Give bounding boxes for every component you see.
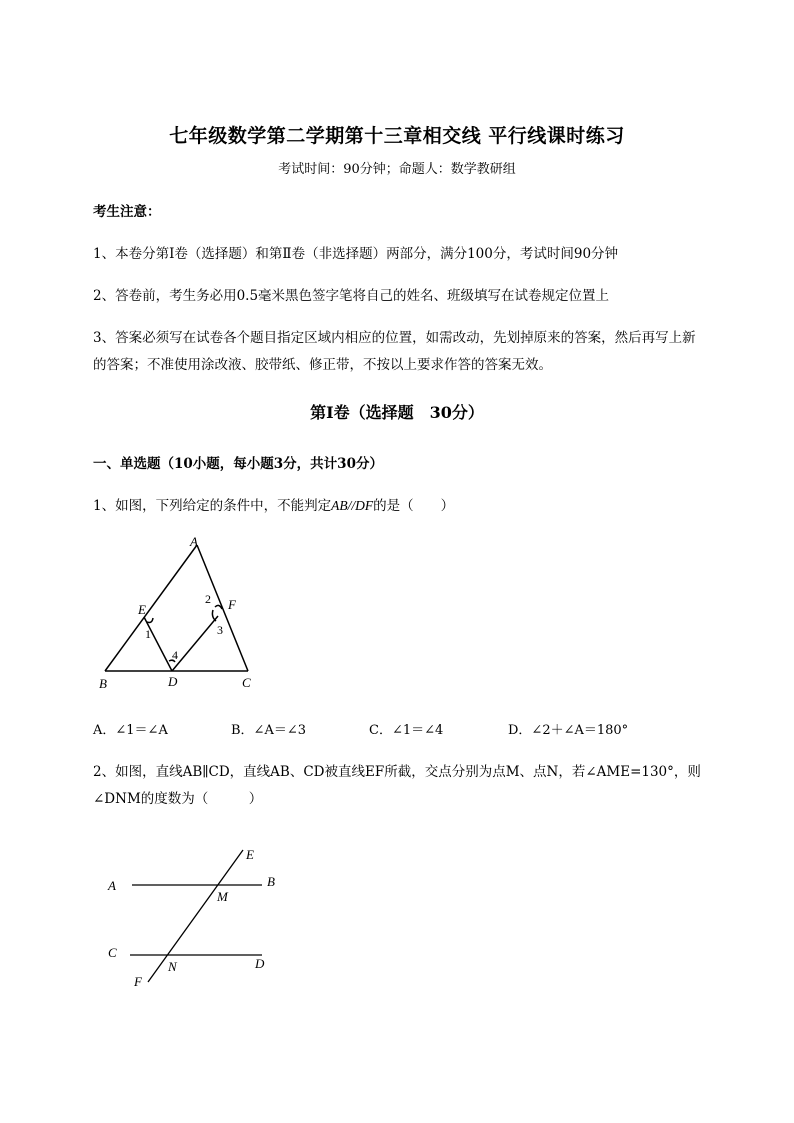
q1-angle-4: 4 [172,648,178,662]
q1-stem-math: AB//DF [331,498,374,513]
q2-label-A: A [108,878,116,893]
q2-label-C: C [108,945,117,960]
q2-label-N: N [168,959,177,974]
q1-stem-after: 的是（ ） [373,498,455,514]
q2-label-E: E [246,847,254,862]
page-title: 七年级数学第二学期第十三章相交线 平行线课时练习 [169,125,625,147]
q1-stem-before: 1、如图，下列给定的条件中，不能判定 [93,498,332,514]
q1-label-B: B [99,676,107,691]
q1-option-d: D．∠2＋∠A＝180° [508,723,629,738]
q1-label-E: E [138,602,146,617]
q1-angle-2: 2 [205,592,211,606]
q1-figure [95,530,270,695]
q1-label-F: F [228,597,236,612]
q1-angle-1: 1 [145,627,151,641]
q2-label-D: D [255,956,265,971]
notice-item-1: 1、本卷分第Ⅰ卷（选择题）和第Ⅱ卷（非选择题）两部分，满分100分，考试时间90分钟 [93,246,619,262]
section-title: 第Ⅰ卷（选择题 30分） [310,403,484,422]
q1-label-C: C [242,675,251,690]
notice-item-3-cont: 的答案；不准使用涂改液、胶带纸、修正带，不按以上要求作答的答案无效。 [93,357,552,373]
q1-option-b: B．∠A＝∠3 [231,723,306,738]
notice-item-3: 3、答案必须写在试卷各个题目指定区域内相应的位置，如需改动，先划掉原来的答案，然后再写上新 [93,330,696,346]
notice-item-2: 2、答卷前，考生务必用0.5毫米黑色签字笔将自己的姓名、班级填写在试卷规定位置上 [93,288,610,304]
q1-label-A: A [190,534,198,549]
q1-label-D: D [168,674,178,689]
exam-info: 考试时间：90分钟；命题人：数学教研组 [278,162,516,177]
part-title: 一、单选题（10小题，每小题3分，共计30分） [93,456,383,472]
q2-label-F: F [134,974,142,989]
question-2-line-1: 2、如图，直线AB∥CD，直线AB、CD被直线EF所截，交点分别为点M、点N，若∠AME=130°，则 [93,764,701,780]
q2-figure [100,843,280,993]
question-2-line-2: ∠DNM的度数为（ ） [93,791,263,807]
q1-option-c: C．∠1＝∠4 [369,723,444,738]
question-1-stem [93,494,454,514]
q2-label-B: B [267,874,275,889]
q1-option-a: A．∠1＝∠A [93,723,168,738]
q1-angle-3: 3 [217,623,223,637]
q2-label-M: M [217,889,228,904]
notice-heading: 考生注意： [93,204,161,220]
